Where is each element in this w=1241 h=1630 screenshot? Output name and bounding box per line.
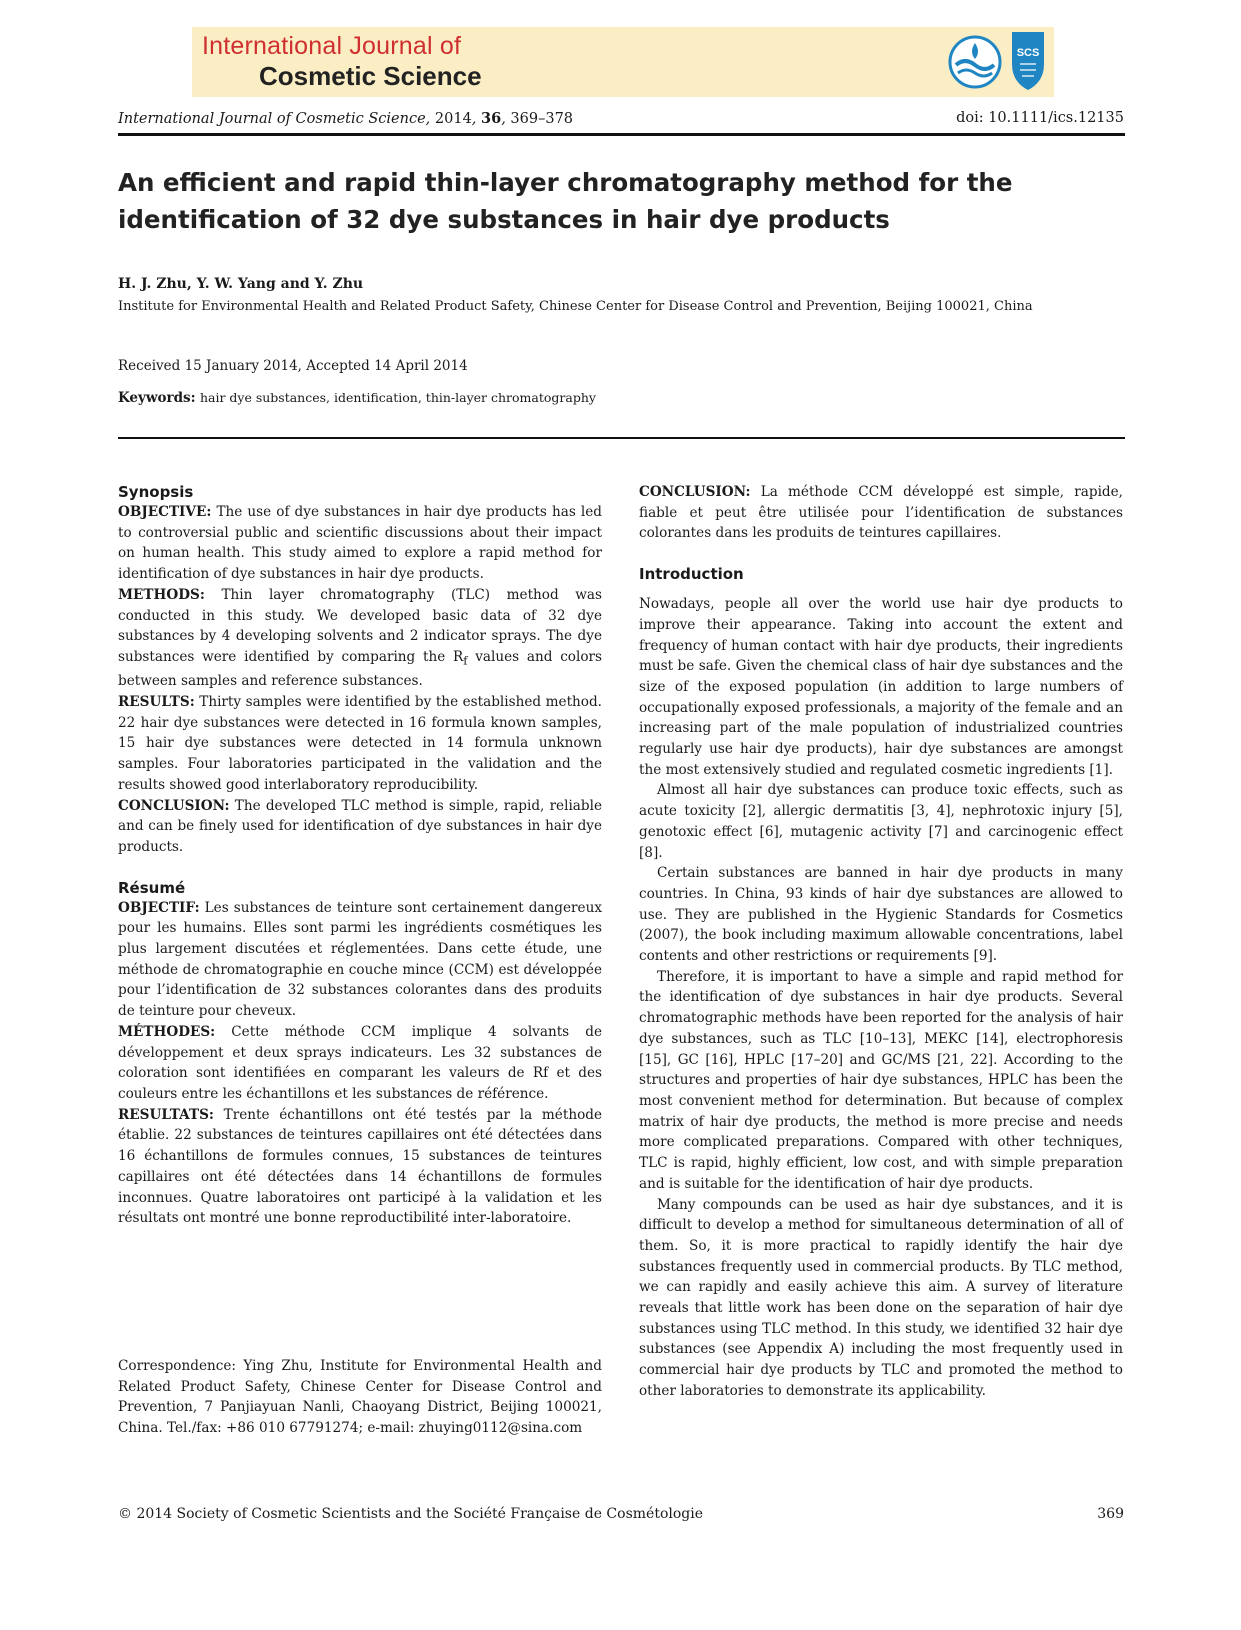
article-title: [118, 164, 1118, 238]
text: values and colors between samples and reference substances.: [118, 648, 602, 690]
journal-name-line2: Cosmetic Science: [259, 61, 482, 91]
doi: doi: 10.1111/ics.12135: [956, 110, 1124, 126]
affiliation: Institute for Environmental Health and Related Product Safety, Chinese Center for Disease Control and Prevention, Beijing 100021, China: [118, 299, 1033, 314]
label: CONCLUSION:: [639, 484, 751, 500]
year: 2014: [434, 111, 472, 127]
copyright: © 2014 Society of Cosmetic Scientists and the Société Française de Cosmétologie: [118, 1506, 703, 1522]
right-column: [639, 482, 1123, 1402]
synopsis-objective: [118, 502, 602, 585]
intro-paragraph: Almost all hair dye substances can produce toxic effects, such as acute toxicity [2], allergic dermatitis [3, 4], nephrotoxic injury [5], genotoxic effect [6], mutagenic activity [7] and carcinogenic effect [8].: [639, 782, 1123, 861]
synopsis-methods: [118, 585, 602, 692]
resume-conclusion: [639, 482, 1123, 544]
label: OBJECTIVE:: [118, 504, 212, 520]
journal-banner: [192, 27, 1054, 97]
left-column: [118, 482, 602, 1229]
label: RESULTATS:: [118, 1106, 214, 1123]
subscript: f: [463, 653, 468, 668]
keywords: [118, 390, 596, 406]
synopsis-results: [118, 692, 602, 796]
section-rule: [118, 437, 1125, 439]
resume-methodes: [118, 1022, 602, 1105]
intro-paragraph: Nowadays, people all over the world use hair dye products to improve their appearance. Taking into account the extent and frequency of human contact with hair dye products, their ingredients must be safe. Given the chemical class of hair dye substances and the size of the exposed population (in addition to large numbers of occupationally exposed professionals, a majority of the female and an increasing part of the male population of industrialized countries regularly use hair dye products), hair dye substances are amongst the most extensively studied and regulated cosmetic ingredients [1].: [639, 596, 1123, 778]
resume-resultats: [118, 1105, 602, 1229]
header-rule: [118, 133, 1125, 136]
keywords-text: hair dye substances, identification, thin-layer chromatography: [199, 390, 596, 405]
intro-paragraph: Certain substances are banned in hair dye products in many countries. In China, 93 kinds of hair dye substances are allowed to use. They are published in the Hygienic Standards for Cosmetics (2007), the book including maximum allowable concentrations, label contents and other restrictions or requirements [9].: [639, 865, 1123, 965]
intro-paragraph: Therefore, it is important to have a simple and rapid method for the identification of dye substances in hair dye products. Several chromatographic methods have been reported for the analysis of hair dye substances, such as TLC [10–13], MEKC [14], electrophoresis [15], GC [16], HPLC [17–20] and GC/MS [21, 22]. According to the structures and properties of hair dye substances, HPLC has been the most convenient method for determination. But because of complex matrix of hair dye products, the method is more precise and needs more complicated preparations. Compared with other techniques, TLC is rapid, highly efficient, low cost, and with simple preparation and is suitable for the identification of hair dye products.: [639, 968, 1123, 1192]
label: MÉTHODES:: [118, 1023, 216, 1040]
synopsis-conclusion: [118, 796, 602, 858]
label: RESULTS:: [118, 694, 195, 711]
citation: International Journal of Cosmetic Science, 2014, 36, 369–378: [118, 110, 574, 127]
correspondence: Correspondence: Ying Zhu, Institute for Environmental Health and Related Product Safety, Chinese Center for Disease Control and Prevention, 7 Panjiayuan Nanli, Chaoyang District, Beijing 100021, China. Tel./fax: +86 010 67791274; e-mail: zhuying0112@sina.com: [118, 1358, 602, 1436]
pages: 369–378: [510, 111, 574, 127]
introduction-heading: Introduction: [639, 565, 744, 584]
resume-heading: Résumé: [118, 878, 186, 897]
text: The developed TLC method is simple, rapid, reliable and can be finely used for identification of dye substances in hair dye products.: [118, 797, 602, 855]
title-line-1: An efficient and rapid thin-layer chromatography method for the: [118, 168, 1013, 197]
text: Trente échantillons ont été testés par la méthode établie. 22 substances de teintures capillaires ont été détectées dans 16 échantillons de formules connues, 15 substances de teintures capillaires ont été détectées dans 14 échantillons de formules inconnues. Quatre laboratoires ont participé à la validation et les résultats ont montré une bonne reproductibilité inter-laboratoire.: [118, 1106, 603, 1227]
authors: H. J. Zhu, Y. W. Yang and Y. Zhu: [118, 276, 364, 292]
resume-objectif: [118, 898, 602, 1022]
keywords-label: Keywords:: [118, 390, 196, 406]
text: The use of dye substances in hair dye products has led to controversial public and scientific discussions about their impact on human health. This study aimed to explore a rapid method for identification of dye substances in hair dye products.: [118, 504, 602, 583]
journal-name-line1: International Journal of: [202, 32, 462, 60]
label: CONCLUSION:: [118, 797, 230, 814]
label: METHODS:: [118, 586, 205, 603]
ifscc-logo-icon: [948, 35, 1002, 89]
journal-title: International Journal of Cosmetic Science: [118, 111, 426, 127]
label: OBJECTIF:: [118, 899, 200, 916]
text: Thin layer chromatography (TLC) method was conducted in this study. We developed basic data of 32 dye substances by 4 developing solvents and 2 indicator sprays. The dye substances were identified by comparing the R: [118, 586, 602, 665]
title-line-2: identification of 32 dye substances in hair dye products: [118, 205, 890, 234]
text: La méthode CCM développé est simple, rapide, fiable et peut être utilisée pour l’identification de substances colorantes dans les produits de teintures capillaires.: [639, 484, 1123, 542]
text: Cette méthode CCM implique 4 solvants de développement et deux sprays indicateurs. Les 32 substances de coloration sont identifiées en comparant les valeurs de Rf et des couleurs entre les échantillons et les substances de référence.: [118, 1023, 602, 1102]
received-date: Received 15 January 2014, Accepted 14 April 2014: [118, 358, 468, 374]
page-footer: [118, 1506, 1124, 1522]
text: Thirty samples were identified by the established method. 22 hair dye substances were detected in 16 formula known samples, 15 hair dye substances were detected in 14 formula unknown samples. Four laboratories participated in the validation and the results showed good interlaboratory reproducibility.: [118, 694, 602, 793]
shield-text: SCS: [1016, 47, 1040, 59]
page-number: 369: [1097, 1506, 1124, 1522]
volume: 36: [481, 110, 502, 127]
text: Les substances de teinture sont certainement dangereux pour les humains. Elles sont parmi les ingrédients cosmétiques les plus largement discutées et réglementées. Dans cette étude, une méthode de chromatographie en couche mince (CCM) est développée pour l’identification de 32 substances colorantes dans des produits de teinture pour cheveux.: [118, 899, 602, 1020]
intro-paragraph: Many compounds can be used as hair dye substances, and it is difficult to develop a method for simultaneous determination of all of them. So, it is more practical to rapidly identify the hair dye substances frequently used in commercial products. By TLC method, we can rapidly and easily achieve this aim. A survey of literature reveals that little work has been done on the separation of hair dye substances using TLC method. In this study, we identified 32 hair dye substances (see Appendix A) including the most frequently used in commercial hair dye products by TLC and promoted the method to other laboratories to demonstrate its applicability.: [639, 1196, 1123, 1399]
scs-shield-icon: [1010, 30, 1046, 92]
synopsis-heading: Synopsis: [118, 483, 194, 501]
